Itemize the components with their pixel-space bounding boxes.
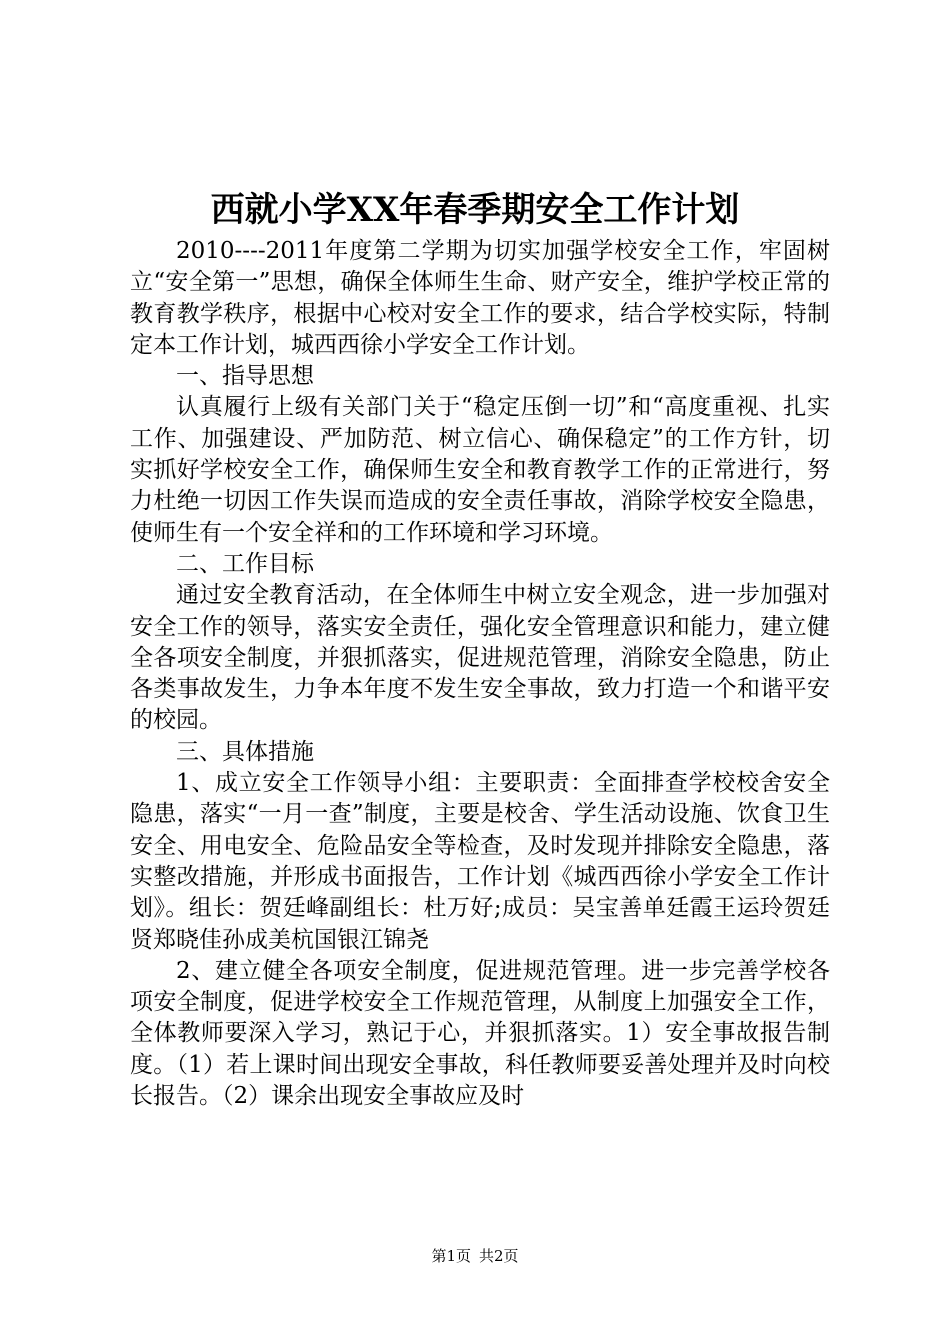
section-heading-guiding-thought: 一、指导思想 bbox=[176, 363, 314, 390]
page-total: 共2页 bbox=[479, 1247, 519, 1265]
work-goals-paragraph: 通过安全教育活动，在全体师生中树立安全观念，进一步加强对安全工作的领导，落实安全责任，强化安全管理意识和能力，建立健全各项安全制度，并狠抓落实，促进规范管理，消除安全隐患，防止各类事故发生，力争本年度不发生安全事故，致力打造一个和谐平安的校园。 bbox=[130, 582, 830, 734]
document-title: 西就小学XX年春季期安全工作计划 bbox=[210, 190, 740, 230]
intro-paragraph: 2010----2011年度第二学期为切实加强学校安全工作，牢固树立“安全第一”思想，确保全体师生生命、财产安全，维护学校正常的教育教学秩序，根据中心校对安全工作的要求，结合学校实际，特制定本工作计划，城西西徐小学安全工作计划。 bbox=[130, 238, 830, 358]
document-body bbox=[130, 236, 830, 1112]
page-number: 第1页 bbox=[431, 1247, 471, 1265]
measure-1-paragraph: 1、成立安全工作领导小组：主要职责：全面排查学校校舍安全隐患，落实“一月一查”制度，主要是校舍、学生活动设施、饮食卫生安全、用电安全、危险品安全等检查，及时发现并排除安全隐患，落实整改措施，并形成书面报告，工作计划《城西西徐小学安全工作计划》。组长：贺廷峰副组长：杜万好;成员：吴宝善单廷霞王运玲贺廷贤郑晓佳孙成美杭国银江锦尧 bbox=[130, 770, 830, 953]
page-footer bbox=[0, 1246, 950, 1266]
guiding-thought-paragraph: 认真履行上级有关部门关于“稳定压倒一切”和“高度重视、扎实工作、加强建设、严加防范、树立信心、确保稳定”的工作方针，切实抓好学校安全工作，确保师生安全和教育教学工作的正常进行，努力杜绝一切因工作失误而造成的安全责任事故，消除学校安全隐患，使师生有一个安全祥和的工作环境和学习环境。 bbox=[130, 394, 830, 546]
section-heading-work-goals: 二、工作目标 bbox=[176, 550, 314, 577]
section-heading-specific-measures: 三、具体措施 bbox=[176, 738, 314, 765]
measure-2-paragraph: 2、建立健全各项安全制度，促进规范管理。进一步完善学校各项安全制度，促进学校安全工作规范管理，从制度上加强安全工作，全体教师要深入学习，熟记于心，并狠抓落实。1）安全事故报告制度。（1）若上课时间出现安全事故，科任教师要妥善处理并及时向校长报告。（2）课余出现安全事故应及时 bbox=[130, 957, 830, 1110]
